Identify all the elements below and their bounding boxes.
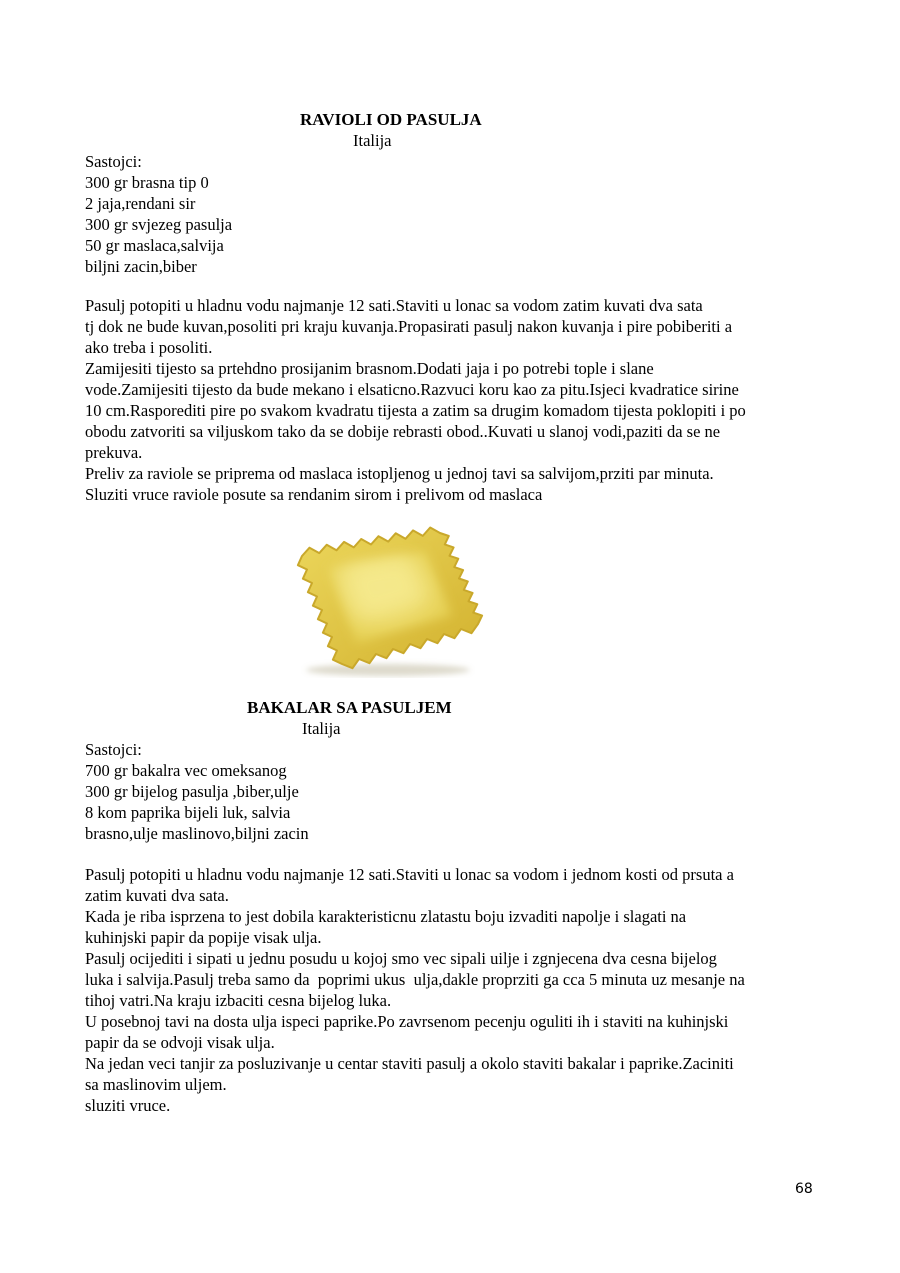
ingredient-line: 50 gr maslaca,salvija	[85, 236, 224, 255]
ravioli-photo	[280, 520, 504, 678]
instruction-line: Pasulj potopiti u hladnu vodu najmanje 12 sati.Staviti u lonac sa vodom i jednom kosti od prsuta a	[85, 865, 734, 884]
recipe-title: BAKALAR SA PASULJEM	[247, 698, 452, 717]
ingredient-line: biljni zacin,biber	[85, 257, 197, 276]
instruction-line: 10 cm.Rasporediti pire po svakom kvadratu tijesta a zatim sa drugim komadom tijesta poklopiti i po	[85, 401, 746, 420]
ingredient-line: brasno,ulje maslinovo,biljni zacin	[85, 824, 309, 843]
instruction-line: tihoj vatri.Na kraju izbaciti cesna bijelog luka.	[85, 991, 392, 1010]
instruction-line: U posebnoj tavi na dosta ulja ispeci paprike.Po zavrsenom pecenju oguliti ih i staviti na kuhinjski	[85, 1012, 729, 1031]
recipe-origin: Italija	[302, 719, 341, 738]
instruction-line: Zamijesiti tijesto sa prtehdno prosijanim brasnom.Dodati jaja i po potrebi tople i slane	[85, 359, 654, 378]
ingredient-line: 8 kom paprika bijeli luk, salvia	[85, 803, 291, 822]
ingredient-line: 300 gr bijelog pasulja ,biber,ulje	[85, 782, 299, 801]
instruction-line: zatim kuvati dva sata.	[85, 886, 229, 905]
instruction-line: vode.Zamijesiti tijesto da bude mekano i elsaticno.Razvuci koru kao za pitu.Isjeci kvadratice sirine	[85, 380, 739, 399]
ingredients-list	[85, 172, 232, 277]
instruction-line: Na jedan veci tanjir za posluzivanje u centar staviti pasulj a okolo staviti bakalar i paprike.Zaciniti	[85, 1054, 734, 1073]
instruction-line: Pasulj potopiti u hladnu vodu najmanje 12 sati.Staviti u lonac sa vodom zatim kuvati dva sata	[85, 296, 703, 315]
ravioli-illustration	[280, 520, 504, 678]
ingredients-label: Sastojci:	[85, 152, 142, 171]
ingredient-line: 2 jaja,rendani sir	[85, 194, 196, 213]
instruction-line: ako treba i posoliti.	[85, 338, 213, 357]
ingredients-list	[85, 760, 309, 844]
ingredient-line: 300 gr svjezeg pasulja	[85, 215, 233, 234]
ravioli-shadow	[306, 664, 470, 676]
instruction-line: sluziti vruce.	[85, 1096, 171, 1115]
instruction-line: luka i salvija.Pasulj treba samo da poprimi ukus ulja,dakle proprziti ga cca 5 minuta uz mesanje na	[85, 970, 745, 989]
instruction-line: Preliv za raviole se priprema od maslaca istopljenog u jednoj tavi sa salvijom,prziti par minuta.	[85, 464, 714, 483]
instructions	[85, 295, 746, 505]
instruction-line: tj dok ne bude kuvan,posoliti pri kraju kuvanja.Propasirati pasulj nakon kuvanja i pire pobiberiti a	[85, 317, 733, 336]
instruction-line: Sluziti vruce raviole posute sa rendanim sirom i prelivom od maslaca	[85, 485, 543, 504]
instructions	[85, 864, 745, 1116]
instruction-line: kuhinjski papir da popije visak ulja.	[85, 928, 322, 947]
instruction-line: sa maslinovim uljem.	[85, 1075, 227, 1094]
instruction-line: prekuva.	[85, 443, 143, 462]
recipe-title: RAVIOLI OD PASULJA	[300, 110, 482, 129]
ingredients-label: Sastojci:	[85, 740, 142, 759]
instruction-line: Pasulj ocijediti i sipati u jednu posudu u kojoj smo vec sipali uilje i zgnjecena dva cesna bijelog	[85, 949, 717, 968]
ingredient-line: 700 gr bakalra vec omeksanog	[85, 761, 287, 780]
instruction-line: obodu zatvoriti sa viljuskom tako da se dobije rebrasti obod..Kuvati u slanoj vodi,paziti da se ne	[85, 422, 721, 441]
page-number: 68	[795, 1181, 813, 1197]
recipe-origin: Italija	[353, 131, 392, 150]
instruction-line: Kada je riba isprzena to jest dobila karakteristicnu zlatastu boju izvaditi napolje i slagati na	[85, 907, 687, 926]
instruction-line: papir da se odvoji visak ulja.	[85, 1033, 275, 1052]
ingredient-line: 300 gr brasna tip 0	[85, 173, 209, 192]
